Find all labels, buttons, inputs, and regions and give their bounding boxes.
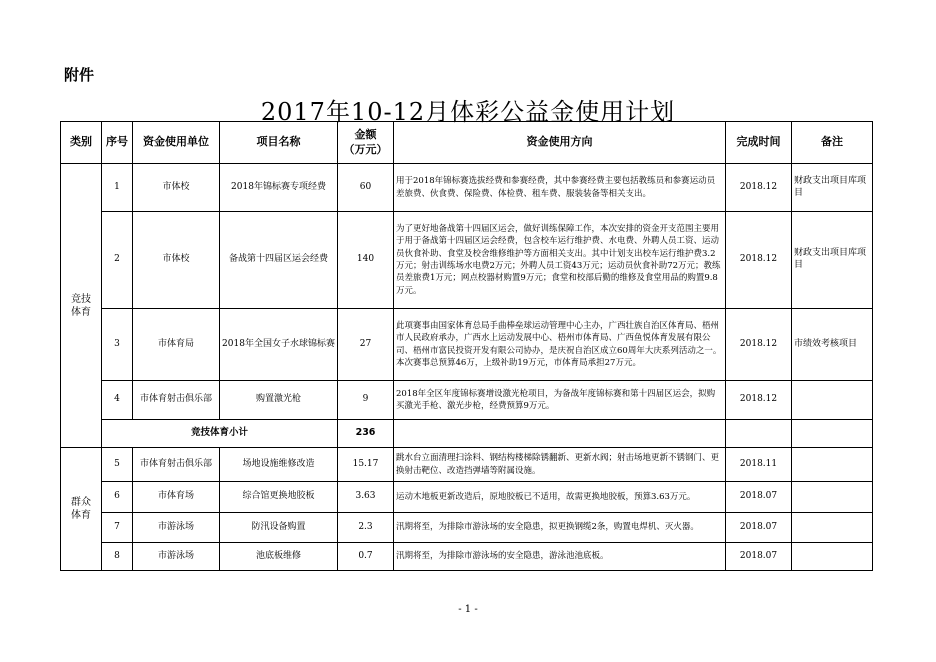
col-direction: 资金使用方向 <box>394 122 726 164</box>
row-unit: 市体校 <box>133 164 220 212</box>
table-row <box>61 164 873 212</box>
subtotal-row <box>61 420 873 448</box>
row-note: 市绩效考核项目 <box>792 309 873 381</box>
row-project: 备战第十四届区运会经费 <box>220 212 338 309</box>
row-project: 综合馆更换地胶板 <box>220 482 338 513</box>
row-direction: 跳水台立面清理扫涂料、钢结构楼梯除锈翻新、更新水阀；射击场地更新不锈钢门、更换射击靶位、改造挡弹墙等附属设施。 <box>394 448 726 482</box>
row-project: 购置激光枪 <box>220 381 338 420</box>
row-direction: 汛期将至，为排除市游泳场的安全隐患，游泳池池底板。 <box>394 543 726 571</box>
row-direction: 为了更好地备战第十四届区运会，做好训练保障工作，本次安排的资金开支范围主要用于用于备战第十四届区运会经费，包含校车运行维护费、水电费、外聘人员工资、运动员伙食补助、食堂及校舍维修维护等方面相关支出。其中计划支出校车运行维护费3.2万元；射击训练场水电费2万元；外聘人员工资43万元；运动员伙食补助72万元；教练员差旅费1万元；网点校器材购置9万元；食堂和校部后勤的维修及食堂用品的购置9.8万元。 <box>394 212 726 309</box>
document-title: 2017年10-12月体彩公益金使用计划 <box>260 98 676 126</box>
row-finish: 2018.07 <box>726 513 792 543</box>
row-amount: 60 <box>338 164 394 212</box>
row-amount: 2.3 <box>338 513 394 543</box>
row-no: 7 <box>102 513 133 543</box>
col-amount: 金额 （万元） <box>338 122 394 164</box>
row-note <box>792 482 873 513</box>
row-unit: 市体育射击俱乐部 <box>133 381 220 420</box>
row-unit: 市游泳场 <box>133 513 220 543</box>
row-no: 4 <box>102 381 133 420</box>
table-row <box>61 448 873 482</box>
category-cell: 群众体育 <box>61 448 102 571</box>
row-unit: 市体育局 <box>133 309 220 381</box>
row-project: 池底板维修 <box>220 543 338 571</box>
table-row <box>61 482 873 513</box>
row-note <box>792 543 873 571</box>
category-cell: 竞技体育 <box>61 164 102 448</box>
row-direction: 用于2018年锦标赛选拔经费和参赛经费，其中参赛经费主要包括教练员和参赛运动员差旅费、伙食费、保险费、体检费、租车费、服装装备等相关支出。 <box>394 164 726 212</box>
row-project: 2018年锦标赛专项经费 <box>220 164 338 212</box>
row-no: 6 <box>102 482 133 513</box>
table-row <box>61 309 873 381</box>
table-row <box>61 543 873 571</box>
row-finish: 2018.12 <box>726 381 792 420</box>
row-unit: 市体育场 <box>133 482 220 513</box>
attachment-label: 附件 <box>64 66 95 84</box>
row-amount: 15.17 <box>338 448 394 482</box>
row-no: 8 <box>102 543 133 571</box>
col-note: 备注 <box>792 122 873 164</box>
table-header-row <box>61 122 873 164</box>
row-unit: 市体校 <box>133 212 220 309</box>
row-no: 5 <box>102 448 133 482</box>
row-finish: 2018.07 <box>726 482 792 513</box>
row-project: 场地设施维修改造 <box>220 448 338 482</box>
row-no: 2 <box>102 212 133 309</box>
row-amount: 27 <box>338 309 394 381</box>
table-row <box>61 212 873 309</box>
col-category: 类别 <box>61 122 102 164</box>
row-finish: 2018.12 <box>726 309 792 381</box>
row-project: 2018年全国女子水球锦标赛 <box>220 309 338 381</box>
row-note: 财政支出项目库项目 <box>792 212 873 309</box>
row-amount: 3.63 <box>338 482 394 513</box>
row-note: 财政支出项目库项目 <box>792 164 873 212</box>
row-unit: 市体育射击俱乐部 <box>133 448 220 482</box>
row-project: 防汛设备购置 <box>220 513 338 543</box>
table-row <box>61 513 873 543</box>
row-finish: 2018.11 <box>726 448 792 482</box>
col-project: 项目名称 <box>220 122 338 164</box>
row-finish: 2018.07 <box>726 543 792 571</box>
row-amount: 140 <box>338 212 394 309</box>
col-unit: 资金使用单位 <box>133 122 220 164</box>
row-amount: 0.7 <box>338 543 394 571</box>
row-no: 1 <box>102 164 133 212</box>
row-amount: 9 <box>338 381 394 420</box>
row-direction: 2018年全区年度锦标赛增设激光枪项目，为备战年度锦标赛和第十四届区运会，拟购买激光手枪、激光步枪，经费预算9万元。 <box>394 381 726 420</box>
subtotal-label: 竞技体育小计 <box>102 420 338 448</box>
plan-table <box>60 121 873 571</box>
col-finish: 完成时间 <box>726 122 792 164</box>
row-direction: 运动木地板更新改造后，原地胶板已不适用，故需更换地胶板，预算3.63万元。 <box>394 482 726 513</box>
row-note <box>792 381 873 420</box>
row-no: 3 <box>102 309 133 381</box>
row-note <box>792 448 873 482</box>
page-number: - 1 - <box>458 604 478 615</box>
table-row <box>61 381 873 420</box>
row-finish: 2018.12 <box>726 164 792 212</box>
col-no: 序号 <box>102 122 133 164</box>
row-finish: 2018.12 <box>726 212 792 309</box>
row-note <box>792 513 873 543</box>
row-unit: 市游泳场 <box>133 543 220 571</box>
row-direction: 汛期将至，为排除市游泳场的安全隐患，拟更换钢缆2条，购置电焊机、灭火器。 <box>394 513 726 543</box>
row-direction: 此项赛事由国家体育总局手曲棒垒球运动管理中心主办，广西壮族自治区体育局、梧州市人民政府承办，广西水上运动发展中心、梧州市体育局、广西鱼悦体育发展有限公司、梧州市富民投资开发有限公司协办，是庆祝自治区成立60周年大庆系列活动之一。本次赛事总预算46万，上级补助19万元，市体育局承担27万元。 <box>394 309 726 381</box>
subtotal-amount: 236 <box>338 420 394 448</box>
